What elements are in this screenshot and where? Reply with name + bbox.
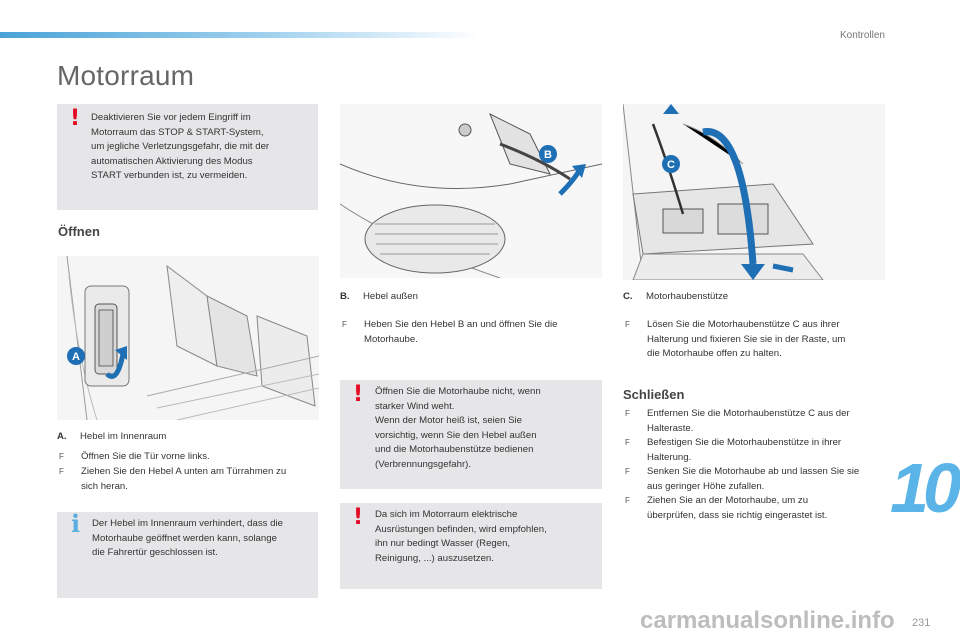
watermark: carmanualsonline.info [640,607,895,634]
warning-box-stop-start: ! Deaktivieren Sie vor jedem Eingriff im Motorraum das STOP & START-System, um jegliche Verletzungsgefahr, die mit der automatischen Aktivierung des Modus START verbunden ist, zu vermeiden. [57,104,318,210]
step-open-2: F Ziehen Sie den Hebel A unten am Türrahmen zu sich heran. [59,466,287,492]
chapter-number: 10 [890,449,956,527]
step-close-4: F Ziehen Sie an der Motorhaube, um zu überprüfen, dass sie richtig eingerastet ist. [625,495,828,521]
page-title: Motorraum [57,60,195,91]
callout-c-label: C [667,159,675,171]
step-lift-lever: F Heben Sie den Hebel B an und öffnen Sie die Motorhaube. [342,319,558,345]
caption-a: A. Hebel im Innenraum [57,431,167,442]
info-box-interior-lever: i Der Hebel im Innenraum verhindert, dass die Motorhaube geöffnet werden kann, solange die Fahrertür geschlossen ist. [57,512,318,598]
step-open-1: F Öffnen Sie die Tür vorne links. [57,450,319,465]
page-number: 231 [912,617,931,629]
section-title: Kontrollen [839,30,885,41]
warning-icon: ! [353,382,364,407]
warning-icon: ! [70,106,81,131]
exterior-lever-illustration [340,104,602,278]
step-release-stay: F Lösen Sie die Motorhaubenstütze C aus ihrer Halterung und fixieren Sie sie in der Raste, um die Motorhaube offen zu halten. [625,319,846,359]
heading-close: Schließen [623,387,685,402]
bullet-icon: F [625,467,630,476]
callout-a-label: A [72,351,80,363]
caption-c: C. Motorhaubenstütze [623,291,729,302]
interior-lever-illustration [57,256,319,420]
bullet-icon: F [625,438,630,447]
step-close-3: F Senken Sie die Motorhaube ab und lassen Sie sie aus geringer Höhe zufallen. [625,466,860,492]
warning-box-water: ! Da sich im Motorraum elektrische Ausrüstungen befinden, wird empfohlen, ihn nur bedingt Wasser (Regen, Reinigung, ...) auszusetzen. [340,503,602,589]
info-icon: i [71,509,81,538]
warning-icon: ! [353,505,364,530]
bonnet-stay-illustration [623,104,885,280]
step-close-2: F Befestigen Sie die Motorhaubenstütze in ihrer Halterung. [625,437,842,463]
header-accent-bar [0,32,480,38]
figure-bonnet-stay [623,104,885,280]
bullet-icon: F [59,452,64,461]
warning-box-wind-heat: ! Öffnen Sie die Motorhaube nicht, wenn starker Wind weht. Wenn der Motor heiß ist, seien Sie vorsichtig, wenn Sie den Hebel außen und die Motorhaubenstütze bedienen (Verbrennungsgefahr). [340,380,602,489]
bullet-icon: F [625,409,630,418]
heading-open: Öffnen [58,224,100,239]
step-close-1: F Entfernen Sie die Motorhaubenstütze C aus der Halteraste. [625,408,850,434]
caption-b: B. Hebel außen [340,291,418,302]
callout-b-label: B [544,149,552,161]
bullet-icon: F [342,320,347,329]
bullet-icon: F [625,320,630,329]
bullet-icon: F [59,467,64,476]
figure-interior-lever [57,256,319,420]
figure-exterior-lever [340,104,602,278]
bullet-icon: F [625,496,630,505]
